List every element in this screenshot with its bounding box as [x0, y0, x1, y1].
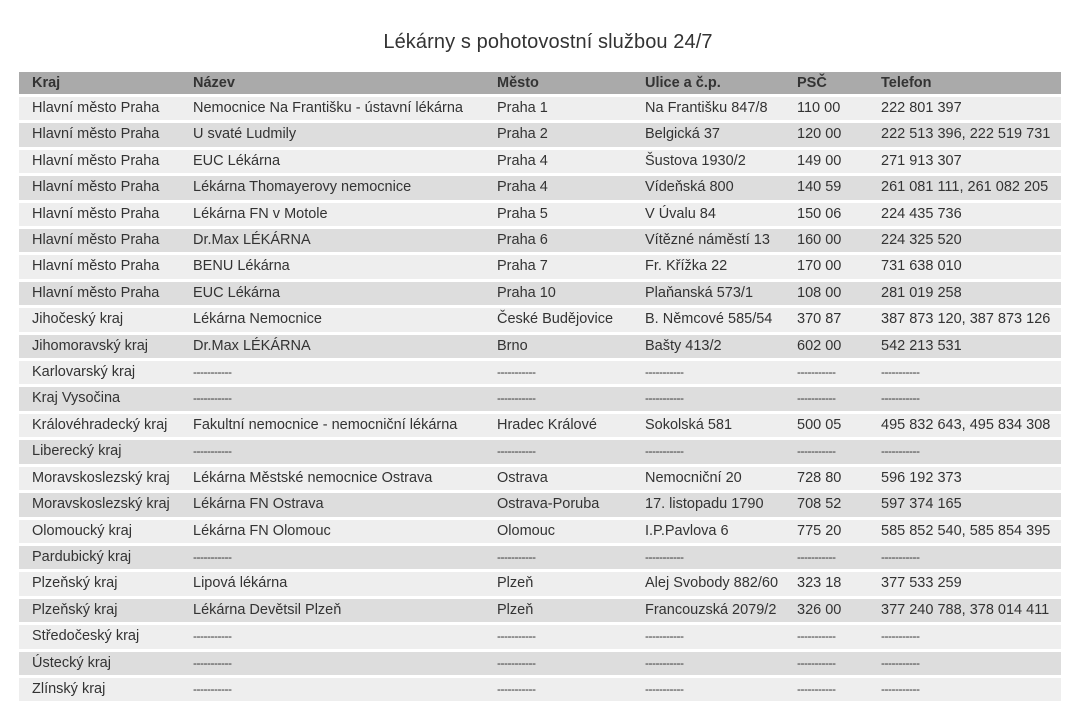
cell-ulice: Vídeňská 800 [632, 176, 784, 199]
cell-mesto: Praha 4 [484, 150, 632, 173]
cell-telefon: 597 374 165 [868, 493, 1061, 516]
page-title: Lékárny s pohotovostní službou 24/7 [383, 31, 713, 53]
cell-psc: 108 00 [784, 282, 868, 305]
cell-ulice: Na Františku 847/8 [632, 97, 784, 120]
cell-nazev: Lékárna FN Olomouc [180, 520, 484, 543]
table-row [19, 678, 1061, 701]
cell-kraj: Hlavní město Praha [19, 150, 180, 173]
cell-psc: ----------- [784, 652, 868, 675]
cell-mesto: Praha 6 [484, 229, 632, 252]
table-row [19, 203, 1061, 226]
cell-kraj: Středočeský kraj [19, 625, 180, 648]
cell-telefon: ----------- [868, 652, 1061, 675]
cell-nazev: Nemocnice Na Františku - ústavní lékárna [180, 97, 484, 120]
cell-telefon: 222 513 396, 222 519 731 [868, 123, 1061, 146]
cell-kraj: Plzeňský kraj [19, 599, 180, 622]
cell-mesto: Hradec Králové [484, 414, 632, 437]
table-row [19, 572, 1061, 595]
cell-ulice: ----------- [632, 678, 784, 701]
cell-mesto: Praha 2 [484, 123, 632, 146]
column-header-telefon: Telefon [868, 72, 1061, 94]
cell-telefon: 596 192 373 [868, 467, 1061, 490]
cell-telefon: ----------- [868, 546, 1061, 569]
cell-kraj: Kraj Vysočina [19, 387, 180, 410]
cell-psc: ----------- [784, 440, 868, 463]
cell-nazev: Lékárna Devětsil Plzeň [180, 599, 484, 622]
cell-kraj: Jihomoravský kraj [19, 335, 180, 358]
cell-telefon: 271 913 307 [868, 150, 1061, 173]
cell-telefon: 495 832 643, 495 834 308 [868, 414, 1061, 437]
table-row [19, 308, 1061, 331]
cell-ulice: Plaňanská 573/1 [632, 282, 784, 305]
cell-psc: 120 00 [784, 123, 868, 146]
cell-nazev: Lékárna Městské nemocnice Ostrava [180, 467, 484, 490]
cell-kraj: Hlavní město Praha [19, 203, 180, 226]
cell-ulice: I.P.Pavlova 6 [632, 520, 784, 543]
table-row [19, 414, 1061, 437]
cell-telefon: 585 852 540, 585 854 395 [868, 520, 1061, 543]
cell-nazev: ----------- [180, 625, 484, 648]
cell-ulice: B. Němcové 585/54 [632, 308, 784, 331]
header-row [19, 72, 1061, 94]
cell-telefon: 377 240 788, 378 014 411 [868, 599, 1061, 622]
cell-kraj: Hlavní město Praha [19, 97, 180, 120]
cell-telefon: 377 533 259 [868, 572, 1061, 595]
cell-mesto: Ostrava [484, 467, 632, 490]
cell-telefon: 542 213 531 [868, 335, 1061, 358]
cell-telefon: ----------- [868, 678, 1061, 701]
table-row [19, 467, 1061, 490]
cell-nazev: EUC Lékárna [180, 150, 484, 173]
cell-mesto: ----------- [484, 678, 632, 701]
cell-ulice: Bašty 413/2 [632, 335, 784, 358]
cell-ulice: ----------- [632, 546, 784, 569]
cell-mesto: Praha 10 [484, 282, 632, 305]
cell-telefon: ----------- [868, 361, 1061, 384]
cell-mesto: České Budějovice [484, 308, 632, 331]
table-row [19, 361, 1061, 384]
cell-mesto: ----------- [484, 387, 632, 410]
cell-nazev: ----------- [180, 678, 484, 701]
cell-kraj: Hlavní město Praha [19, 255, 180, 278]
table-row [19, 176, 1061, 199]
table-row [19, 387, 1061, 410]
table-row [19, 150, 1061, 173]
table-row [19, 335, 1061, 358]
cell-nazev: Fakultní nemocnice - nemocniční lékárna [180, 414, 484, 437]
cell-telefon: 281 019 258 [868, 282, 1061, 305]
cell-nazev: BENU Lékárna [180, 255, 484, 278]
cell-psc: 110 00 [784, 97, 868, 120]
table-row [19, 520, 1061, 543]
cell-mesto: Brno [484, 335, 632, 358]
pharmacy-table [19, 69, 1061, 704]
table-row [19, 440, 1061, 463]
cell-kraj: Jihočeský kraj [19, 308, 180, 331]
cell-telefon: ----------- [868, 387, 1061, 410]
table-row [19, 493, 1061, 516]
cell-psc: 775 20 [784, 520, 868, 543]
cell-ulice: Nemocniční 20 [632, 467, 784, 490]
cell-psc: ----------- [784, 625, 868, 648]
cell-kraj: Královéhradecký kraj [19, 414, 180, 437]
cell-kraj: Pardubický kraj [19, 546, 180, 569]
cell-psc: 323 18 [784, 572, 868, 595]
cell-ulice: Sokolská 581 [632, 414, 784, 437]
column-header-mesto: Město [484, 72, 632, 94]
cell-psc: 149 00 [784, 150, 868, 173]
cell-kraj: Hlavní město Praha [19, 282, 180, 305]
column-header-psc: PSČ [784, 72, 868, 94]
cell-mesto: ----------- [484, 546, 632, 569]
cell-kraj: Liberecký kraj [19, 440, 180, 463]
cell-nazev: ----------- [180, 361, 484, 384]
cell-nazev: Lékárna FN Ostrava [180, 493, 484, 516]
cell-mesto: ----------- [484, 361, 632, 384]
table-row [19, 546, 1061, 569]
cell-ulice: Francouzská 2079/2 [632, 599, 784, 622]
cell-psc: 150 06 [784, 203, 868, 226]
cell-kraj: Ústecký kraj [19, 652, 180, 675]
cell-ulice: ----------- [632, 652, 784, 675]
cell-ulice: 17. listopadu 1790 [632, 493, 784, 516]
cell-psc: 602 00 [784, 335, 868, 358]
cell-nazev: ----------- [180, 652, 484, 675]
cell-kraj: Olomoucký kraj [19, 520, 180, 543]
cell-nazev: Lipová lékárna [180, 572, 484, 595]
cell-kraj: Moravskoslezský kraj [19, 493, 180, 516]
cell-kraj: Zlínský kraj [19, 678, 180, 701]
table-body [19, 97, 1061, 701]
cell-ulice: V Úvalu 84 [632, 203, 784, 226]
cell-telefon: 224 325 520 [868, 229, 1061, 252]
cell-mesto: ----------- [484, 440, 632, 463]
table-row [19, 282, 1061, 305]
cell-psc: ----------- [784, 678, 868, 701]
column-header-nazev: Název [180, 72, 484, 94]
cell-kraj: Hlavní město Praha [19, 123, 180, 146]
table-row [19, 625, 1061, 648]
cell-mesto: ----------- [484, 625, 632, 648]
cell-nazev: Lékárna Nemocnice [180, 308, 484, 331]
cell-psc: 160 00 [784, 229, 868, 252]
cell-nazev: U svaté Ludmily [180, 123, 484, 146]
cell-nazev: Lékárna Thomayerovy nemocnice [180, 176, 484, 199]
cell-mesto: Praha 5 [484, 203, 632, 226]
cell-ulice: ----------- [632, 625, 784, 648]
cell-psc: 170 00 [784, 255, 868, 278]
cell-ulice: ----------- [632, 387, 784, 410]
cell-telefon: ----------- [868, 625, 1061, 648]
cell-telefon: 731 638 010 [868, 255, 1061, 278]
cell-telefon: 222 801 397 [868, 97, 1061, 120]
table-row [19, 229, 1061, 252]
table-row [19, 123, 1061, 146]
cell-psc: 140 59 [784, 176, 868, 199]
table-row [19, 599, 1061, 622]
cell-nazev: Lékárna FN v Motole [180, 203, 484, 226]
cell-ulice: ----------- [632, 440, 784, 463]
cell-psc: 326 00 [784, 599, 868, 622]
table-header [19, 72, 1061, 94]
cell-nazev: EUC Lékárna [180, 282, 484, 305]
cell-psc: ----------- [784, 361, 868, 384]
table-row [19, 255, 1061, 278]
cell-mesto: Plzeň [484, 572, 632, 595]
cell-nazev: Dr.Max LÉKÁRNA [180, 335, 484, 358]
cell-telefon: ----------- [868, 440, 1061, 463]
column-header-ulice: Ulice a č.p. [632, 72, 784, 94]
cell-mesto: Praha 1 [484, 97, 632, 120]
cell-psc: 370 87 [784, 308, 868, 331]
cell-ulice: Alej Svobody 882/60 [632, 572, 784, 595]
cell-telefon: 261 081 111, 261 082 205 [868, 176, 1061, 199]
cell-psc: ----------- [784, 546, 868, 569]
cell-psc: ----------- [784, 387, 868, 410]
cell-telefon: 387 873 120, 387 873 126 [868, 308, 1061, 331]
cell-ulice: ----------- [632, 361, 784, 384]
cell-mesto: Praha 4 [484, 176, 632, 199]
table-row [19, 97, 1061, 120]
cell-nazev: ----------- [180, 546, 484, 569]
cell-mesto: ----------- [484, 652, 632, 675]
cell-mesto: Olomouc [484, 520, 632, 543]
cell-kraj: Moravskoslezský kraj [19, 467, 180, 490]
cell-psc: 708 52 [784, 493, 868, 516]
cell-kraj: Plzeňský kraj [19, 572, 180, 595]
cell-ulice: Belgická 37 [632, 123, 784, 146]
column-header-kraj: Kraj [19, 72, 180, 94]
cell-kraj: Hlavní město Praha [19, 229, 180, 252]
cell-ulice: Šustova 1930/2 [632, 150, 784, 173]
cell-nazev: Dr.Max LÉKÁRNA [180, 229, 484, 252]
cell-mesto: Ostrava-Poruba [484, 493, 632, 516]
cell-nazev: ----------- [180, 387, 484, 410]
cell-psc: 728 80 [784, 467, 868, 490]
cell-nazev: ----------- [180, 440, 484, 463]
cell-mesto: Praha 7 [484, 255, 632, 278]
cell-kraj: Karlovarský kraj [19, 361, 180, 384]
cell-mesto: Plzeň [484, 599, 632, 622]
cell-ulice: Vítězné náměstí 13 [632, 229, 784, 252]
cell-ulice: Fr. Křížka 22 [632, 255, 784, 278]
cell-psc: 500 05 [784, 414, 868, 437]
table-row [19, 652, 1061, 675]
cell-kraj: Hlavní město Praha [19, 176, 180, 199]
cell-telefon: 224 435 736 [868, 203, 1061, 226]
